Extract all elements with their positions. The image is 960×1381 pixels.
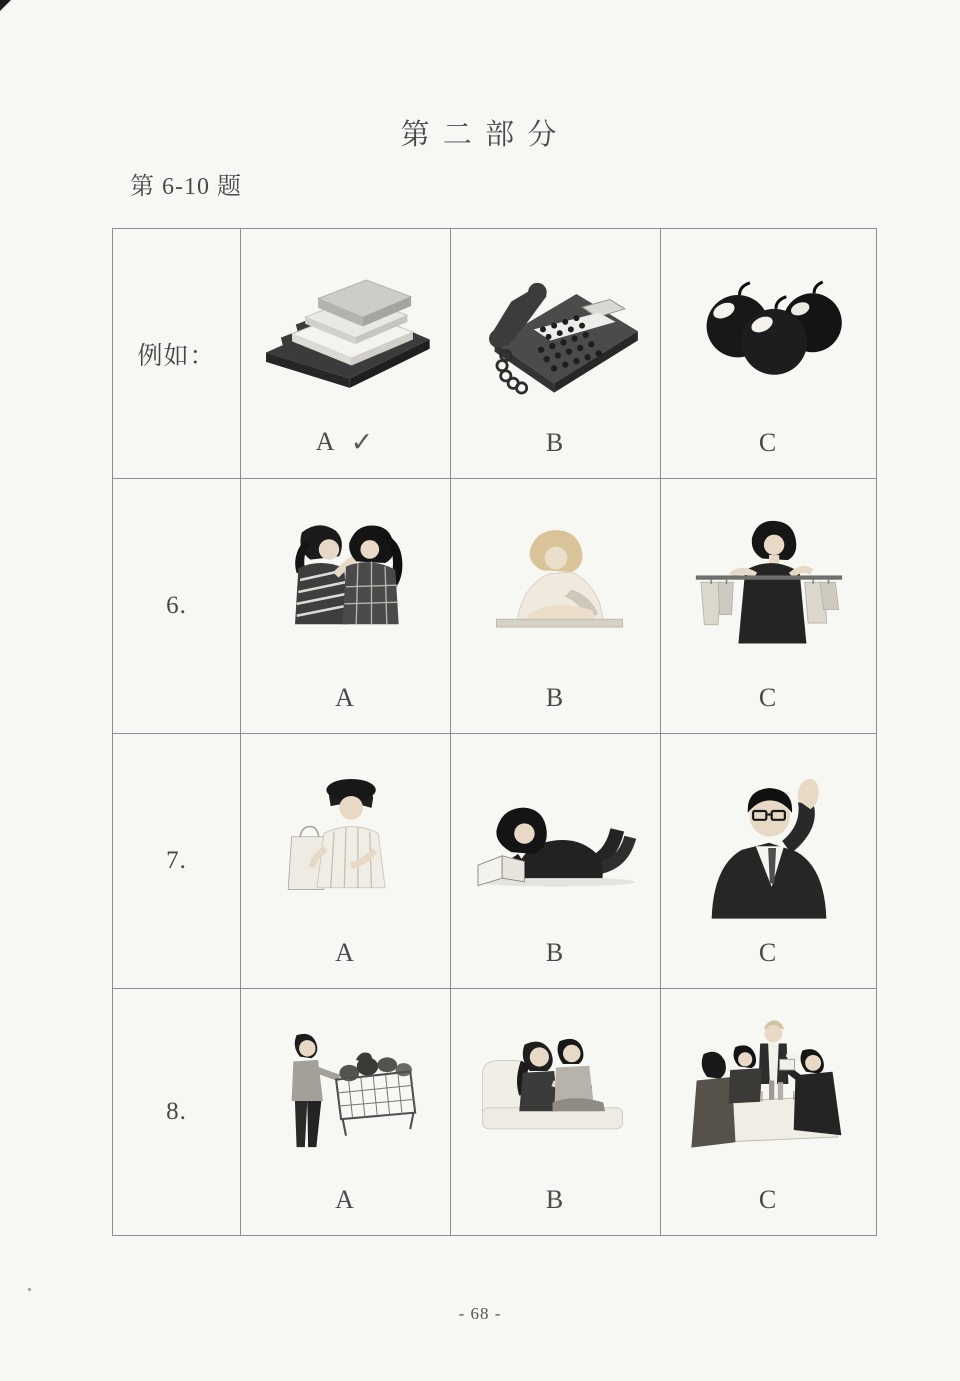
question-table	[112, 228, 877, 1236]
option-cell	[451, 480, 660, 733]
scan-dot-artifact	[28, 1288, 31, 1291]
option-letter: A	[335, 682, 356, 712]
row-label-example: 例如：	[113, 229, 241, 479]
row-label-q6: 6.	[113, 479, 241, 734]
option-cell	[241, 480, 450, 733]
check-mark-icon: ✓	[350, 426, 376, 457]
option-cell	[241, 230, 450, 478]
table-row-example	[113, 229, 877, 479]
option-letter-line	[335, 938, 356, 988]
row-label-q8: 8.	[113, 989, 241, 1236]
table-row-q8	[113, 989, 877, 1236]
option-letter: A	[335, 937, 356, 967]
option-cell	[451, 230, 660, 478]
option-letter-line	[759, 683, 778, 733]
option-cell	[661, 990, 876, 1235]
desk-telephone-image	[463, 264, 649, 404]
option-letter-line	[316, 427, 375, 478]
option-letter: C	[758, 937, 779, 967]
option-cell	[661, 480, 876, 733]
option-letter: B	[545, 427, 566, 457]
option-cell	[451, 990, 660, 1235]
page-title: 第 二 部 分	[400, 119, 560, 151]
option-cell	[241, 990, 450, 1235]
option-letter: A	[335, 1184, 356, 1214]
option-letter-line	[759, 938, 778, 988]
restaurant-group-image	[679, 1017, 859, 1167]
girls-whispering-image	[261, 511, 431, 661]
option-letter-line	[759, 1185, 778, 1235]
option-cell	[451, 735, 660, 988]
question-range-label: 第 6-10 题	[130, 174, 242, 200]
option-cell	[661, 230, 876, 478]
table-row-q6	[113, 479, 877, 734]
stack-of-books-image	[253, 263, 439, 403]
option-letter-line	[546, 428, 565, 478]
option-letter: A	[315, 427, 337, 456]
option-cell	[241, 735, 450, 988]
option-letter-line	[546, 938, 565, 988]
woman-beret-bag-image	[261, 766, 431, 916]
option-letter: C	[758, 1184, 779, 1214]
row-label-q7: 7.	[113, 734, 241, 989]
option-letter-line	[335, 1185, 356, 1235]
option-letter-line	[335, 683, 356, 733]
option-letter-line	[546, 683, 565, 733]
page-number: - 68 -	[458, 1304, 502, 1323]
option-letter: C	[758, 427, 779, 457]
scan-corner-artifact	[0, 0, 11, 11]
option-letter: B	[545, 1184, 566, 1214]
couple-on-sofa-image	[466, 1022, 646, 1162]
option-letter: B	[545, 937, 566, 967]
option-letter: B	[545, 682, 566, 712]
girl-studying-image	[466, 516, 646, 656]
option-letter-line	[759, 428, 778, 478]
option-letter-line	[546, 1185, 565, 1235]
option-letter: C	[758, 682, 779, 712]
table-row-q7	[113, 734, 877, 989]
man-shopping-cart-image	[256, 1022, 436, 1162]
apples-image	[679, 269, 859, 399]
option-cell	[661, 735, 876, 988]
woman-clothes-rack-image	[684, 509, 854, 664]
woman-lying-reading-image	[463, 776, 649, 906]
man-listening-image	[694, 761, 844, 921]
